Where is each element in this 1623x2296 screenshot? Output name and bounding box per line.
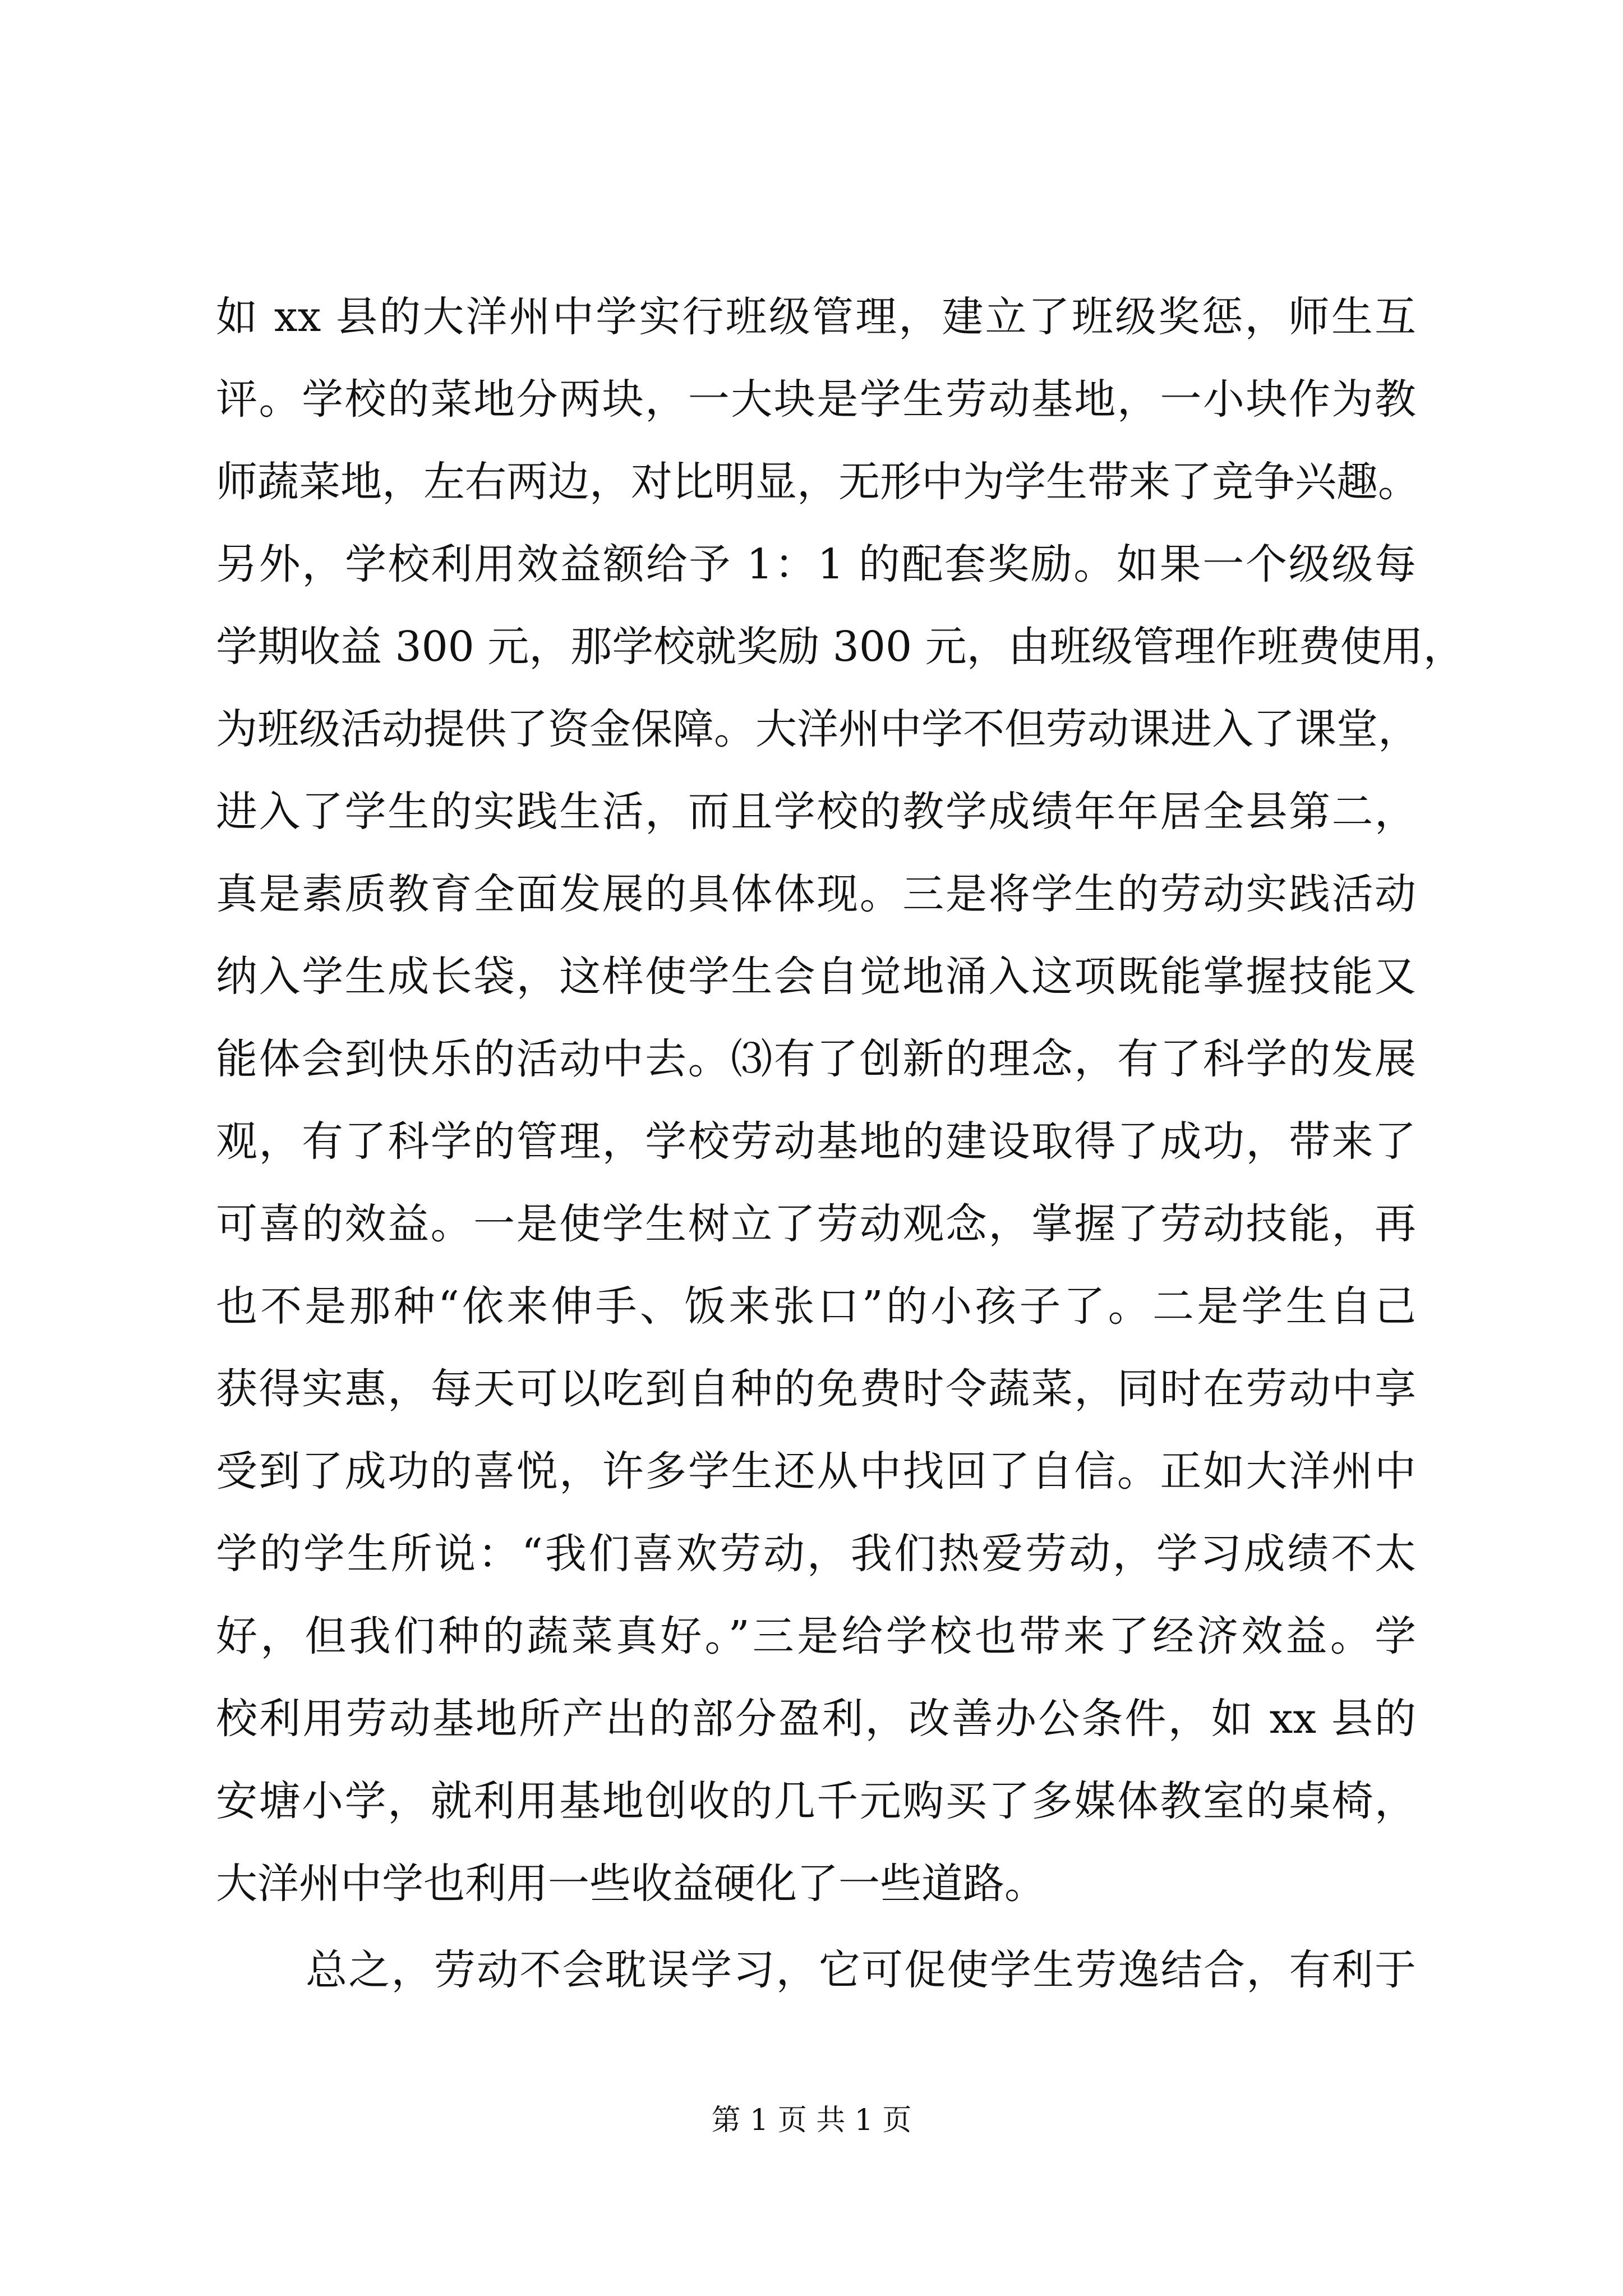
text-line: 大洋州中学也利用一些收益硬化了一些道路。 bbox=[216, 1860, 1046, 1908]
text-line: 进入了学生的实践生活，而且学校的教学成绩年年居全县第二， bbox=[216, 788, 1416, 836]
text-line: 安塘小学，就利用基地创收的几千元购买了多媒体教室的桌椅， bbox=[216, 1777, 1416, 1825]
text-line: 可喜的效益。一是使学生树立了劳动观念，掌握了劳动技能，再 bbox=[216, 1200, 1416, 1248]
text-line: 获得实惠，每天可以吃到自种的免费时令蔬菜，同时在劳动中享 bbox=[216, 1365, 1416, 1413]
paragraph-start-line: 总之，劳动不会耽误学习，它可促使学生劳逸结合，有利于 bbox=[306, 1946, 1416, 1994]
text-line: 为班级活动提供了资金保障。大洋州中学不但劳动课进入了课堂， bbox=[216, 705, 1419, 753]
text-line: 师蔬菜地，左右两边，对比明显，无形中为学生带来了竞争兴趣。 bbox=[216, 458, 1419, 506]
text-line: 校利用劳动基地所产出的部分盈利，改善办公条件，如 xx 县的 bbox=[216, 1695, 1416, 1743]
text-line: 真是素质教育全面发展的具体体现。三是将学生的劳动实践活动 bbox=[216, 870, 1416, 918]
text-line: 纳入学生成长袋，这样使学生会自觉地涌入这项既能掌握技能又 bbox=[216, 953, 1416, 1001]
page-number-footer: 第 1 页 共 1 页 bbox=[711, 2104, 912, 2137]
text-line: 观，有了科学的管理，学校劳动基地的建设取得了成功，带来了 bbox=[216, 1117, 1416, 1166]
text-line: 也不是那种“依来伸手、饭来张口”的小孩子了。二是学生自己 bbox=[216, 1282, 1416, 1331]
text-line: 学期收益 300 元，那学校就奖励 300 元，由班级管理作班费使用， bbox=[216, 623, 1465, 671]
text-line: 好，但我们种的蔬菜真好。”三是给学校也带来了经济效益。学 bbox=[216, 1612, 1416, 1660]
text-line: 另外，学校利用效益额给予 1：1 的配套奖励。如果一个级级每 bbox=[216, 540, 1416, 588]
text-line: 评。学校的菜地分两块，一大块是学生劳动基地，一小块作为教 bbox=[216, 375, 1416, 424]
text-line: 能体会到快乐的活动中去。⑶有了创新的理念，有了科学的发展 bbox=[216, 1035, 1416, 1083]
text-line: 学的学生所说：“我们喜欢劳动，我们热爱劳动，学习成绩不太 bbox=[216, 1530, 1416, 1578]
text-line: 如 xx 县的大洋州中学实行班级管理，建立了班级奖惩，师生互 bbox=[216, 293, 1416, 341]
text-line: 受到了成功的喜悦，许多学生还从中找回了自信。正如大洋州中 bbox=[216, 1447, 1416, 1496]
